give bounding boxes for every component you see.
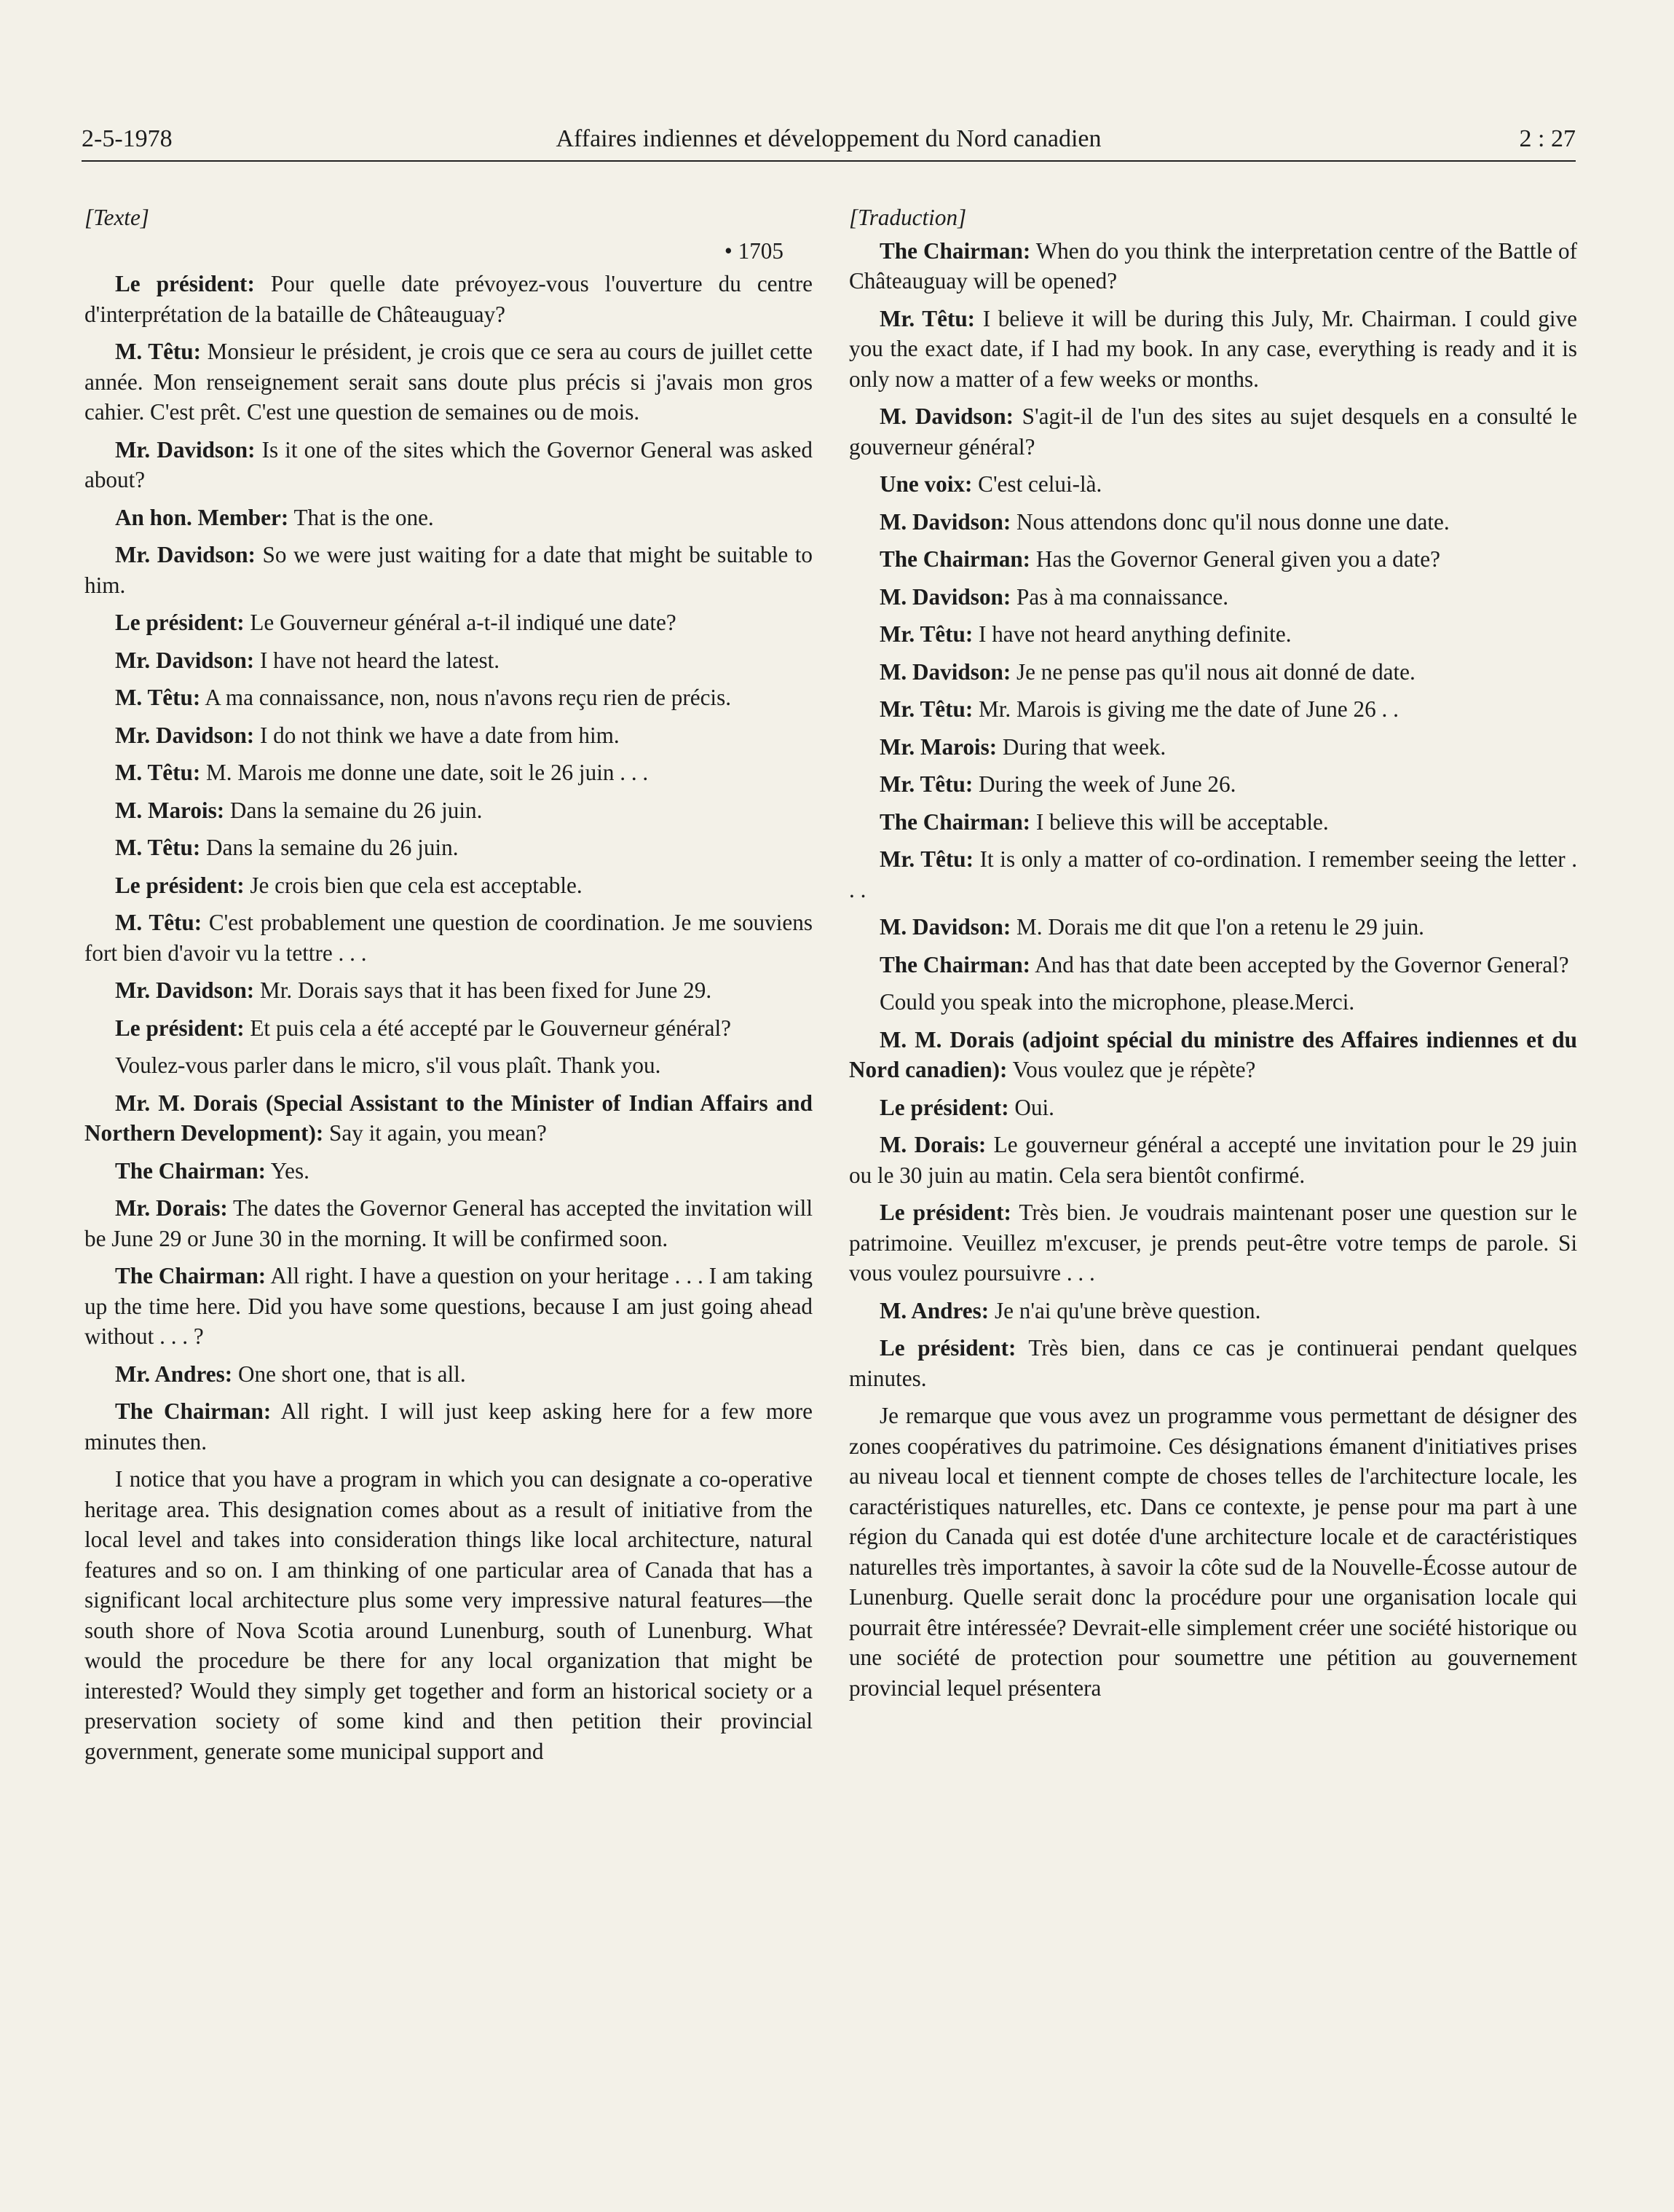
speaker-name: Mr. Davidson: [115,542,256,567]
paragraph-text: I have not heard the latest. [254,647,500,673]
speaker-name: M. Davidson: [880,658,1011,685]
speaker-name: Le président: [880,1094,1009,1120]
speaker-name: Mr. Davidson: [115,436,256,463]
speaker-name: Mr. Marois: [880,733,998,760]
transcript-paragraph [849,807,1577,838]
speaker-name: Le président: [880,1335,1016,1361]
time-marker: • 1705 [724,237,783,264]
transcript-paragraph [849,236,1577,296]
speaker-name: M. Têtu: [115,685,201,710]
transcript-paragraph [849,401,1577,462]
transcript-paragraph [849,1130,1577,1190]
paragraph-text: Yes. [266,1157,309,1184]
transcript-paragraph [849,769,1577,800]
transcript-paragraph [84,1359,813,1390]
speaker-name: Le président: [880,1200,1011,1225]
transcript-paragraph [849,1401,1577,1703]
paragraph-text: Say it again, you mean? [323,1120,547,1146]
transcript-paragraph [84,1156,813,1186]
transcript-paragraph [84,757,813,788]
speaker-name: Le président: [115,1015,245,1041]
speaker-name: The Chairman: [115,1263,267,1288]
header-title: Affaires indiennes et développement du Nord canadien [556,125,1102,152]
speaker-name: Mr. Davidson: [115,722,255,748]
speaker-name: M. Têtu: [115,339,202,364]
transcript-paragraph [849,619,1577,650]
speaker-name: M. Têtu: [115,910,202,935]
paragraph-text: Nous attendons donc qu'il nous donne une date. [1011,508,1450,535]
speaker-name: Le président: [115,610,245,635]
transcript-paragraph [849,987,1577,1018]
transcript-paragraph [84,682,813,713]
paragraph-text: M. Dorais me dit que l'on a retenu le 29 juin. [1011,914,1424,940]
paragraph-text: Dans la semaine du 26 juin. [200,835,459,860]
speaker-name: M. Davidson: [880,508,1011,535]
column-label: [Traduction] [849,205,967,230]
paragraph-text: Monsieur le président, je crois que ce sera au cours de juillet cette année. Mon renseignement serait sans doute plus précis si j'avais mon gros cahier. C'est prêt. C'est une question de semaines ou de mois. [84,339,813,425]
speaker-name: Mr. Andres: [115,1361,233,1387]
paragraph-text: Très bien. Je voudrais maintenant poser une question sur le patrimoine. Veuillez m'excuser, je prends peut-être votre temps de parole. Si vous voulez poursuivre . . . [849,1200,1577,1286]
paragraph-text: I have not heard anything definite. [973,621,1292,647]
transcript-paragraph [84,336,813,428]
speaker-name: M. Marois: [115,797,225,823]
transcript-paragraph [84,1464,813,1766]
transcript-paragraph [849,1093,1577,1123]
speaker-name: Mr. Têtu: [880,621,974,647]
transcript-paragraph [84,503,813,533]
transcript-paragraph [849,657,1577,688]
header-date: 2-5-1978 [82,125,173,152]
transcript-paragraph [849,694,1577,725]
transcript-paragraph [849,1025,1577,1085]
paragraph-text: Pas à ma connaissance. [1011,583,1228,610]
transcript-paragraph [84,795,813,826]
transcript-paragraph [849,507,1577,538]
left-column [84,202,813,1774]
paragraph-text: Has the Governor General given you a date? [1030,546,1440,572]
paragraph-text: And has that date been accepted by the Governor General? [1030,951,1569,977]
speaker-name: Le président: [115,271,255,296]
transcript-paragraph [84,435,813,495]
speaker-name: M. Dorais: [880,1132,987,1157]
paragraph-text: All right. I have a question on your heritage . . . I am taking up the time here. Did you have some questions, because I am just going ahead without . . . ? [84,1263,813,1349]
transcript-paragraph [84,975,813,1006]
paragraph-text: Je remarque que vous avez un programme vous permettant de désigner des zones coopératives du patrimoine. Ces désignations émanent d'initiatives prises au niveau local et tiennent compte de choses telles de l'architecture locale, les caractéristiques naturelles, etc. Dans ce contexte, je pense pour ma part à une région du Canada qui est dotée d'une architecture locale et de caractéristiques naturelles très importantes, à savoir la côte sud de la Nouvelle-Écosse autour de Lunenburg. Quelle serait donc la procédure pour une organisation locale qui pourrait être intéressée? Devrait-elle simplement créer une société historique ou une société de protection pour soumettre une pétition au gouvernement provincial lequel présentera [849,1403,1577,1701]
speaker-name: M. Davidson: [880,583,1011,610]
speaker-name: Mr. Davidson: [115,977,255,1003]
transcript-paragraph [84,833,813,863]
transcript-paragraph [849,544,1577,575]
paragraph-text: Could you speak into the microphone, please.Merci. [880,989,1355,1015]
transcript-paragraph [84,908,813,968]
paragraph-text: During the week of June 26. [973,771,1236,797]
speaker-name: Mr. Têtu: [880,696,974,722]
paragraph-text: M. Marois me donne une date, soit le 26 juin . . . [200,760,649,785]
speaker-name: Mr. Têtu: [880,846,974,872]
speaker-name: Mr. Têtu: [880,305,976,331]
transcript-paragraph [849,1197,1577,1288]
header-rule [82,160,1576,162]
speaker-name: Mr. Dorais: [115,1195,228,1221]
transcript-paragraph [849,844,1577,905]
transcript-paragraph [84,870,813,901]
paragraph-text: Je n'ai qu'une brève question. [989,1297,1261,1323]
transcript-paragraph [84,1193,813,1253]
paragraph-text: One short one, that is all. [232,1361,466,1387]
transcript-paragraph [849,582,1577,613]
paragraph-text: C'est celui-là. [972,471,1102,497]
paragraph-text: S'agit-il de l'un des sites au sujet desquels en a consulté le gouverneur général? [849,404,1577,460]
paragraph-text: Je ne pense pas qu'il nous ait donné de date. [1011,658,1416,685]
paragraph-text: Très bien, dans ce cas je continuerai pendant quelques minutes. [849,1335,1577,1391]
speaker-name: M. Davidson: [880,404,1014,429]
paragraph-text: Mr. Marois is giving me the date of June 26 . . [973,696,1399,722]
paragraph-text: Le Gouverneur général a-t-il indiqué une date? [244,610,676,635]
paragraph-text: Is it one of the sites which the Governor General was asked about? [84,436,813,492]
paragraph-text: So we were just waiting for a date that might be suitable to him. [84,542,813,598]
paragraph-text: That is the one. [288,504,434,530]
paragraph-text: Dans la semaine du 26 juin. [224,797,483,823]
speaker-name: Mr. M. Dorais (Special Assistant to the Minister of Indian Affairs and Northern Development): [84,1090,813,1146]
column-label: [Texte] [84,205,149,230]
paragraph-text: Le gouverneur général a accepté une invitation pour le 29 juin ou le 30 juin au matin. Cela sera bientôt confirmé. [849,1132,1577,1188]
speaker-name: The Chairman: [880,546,1031,572]
paragraph-text: Et puis cela a été accepté par le Gouverneur général? [244,1015,731,1041]
transcript-paragraph [849,1296,1577,1326]
speaker-name: The Chairman: [880,951,1031,977]
transcript-paragraph [849,1333,1577,1393]
speaker-name: The Chairman: [880,237,1031,264]
transcript-paragraph [84,1261,813,1352]
paragraph-text: Pour quelle date prévoyez-vous l'ouverture du centre d'interprétation de la bataille de Châteauguay? [84,271,813,327]
paragraph-text: I believe it will be during this July, Mr. Chairman. I could give you the exact date, if I had my book. In any case, everything is ready and it is only now a matter of a few weeks or months. [849,305,1577,392]
transcript-paragraph [84,1013,813,1044]
transcript-paragraph [84,607,813,638]
paragraph-text: I believe this will be acceptable. [1030,808,1329,835]
transcript-paragraph [849,304,1577,395]
paragraph-text: Je crois bien que cela est acceptable. [244,872,583,898]
running-header [82,122,1576,156]
paragraph-text: Oui. [1008,1094,1054,1120]
paragraph-text: C'est probablement une question de coordination. Je me souviens fort bien d'avoir vu la tettre . . . [84,910,813,966]
speaker-name: The Chairman: [115,1398,272,1424]
speaker-name: M. Davidson: [880,914,1011,940]
paragraph-text: Mr. Dorais says that it has been fixed for June 29. [254,977,712,1003]
transcript-paragraph [849,950,1577,980]
transcript-paragraph [849,912,1577,942]
right-column [849,202,1577,1710]
paragraph-text: I notice that you have a program in which you can designate a co-operative heritage area. This designation comes about as a result of initiative from the local level and takes into consideration things like local architecture, natural features and so on. I am thinking of one particular area of Canada that has a significant local architecture plus some very impressive natural features—the south shore of Nova Scotia around Lunenburg, south of Lunenburg. What would the procedure be there for any local organization that might be interested? Would they simply get together and form an historical society or a preservation society of some kind and then petition their provincial government, generate some municipal support and [84,1466,813,1764]
paragraph-text: During that week. [997,733,1166,760]
transcript-paragraph [84,540,813,600]
speaker-name: Mr. Davidson: [115,647,255,673]
speaker-name: M. Têtu: [115,760,201,785]
transcript-paragraph [849,469,1577,500]
paragraph-text: Voulez-vous parler dans le micro, s'il vous plaît. Thank you. [115,1052,661,1078]
transcript-paragraph [84,1396,813,1457]
speaker-name: Une voix: [880,471,973,497]
speaker-name: M. Têtu: [115,835,201,860]
speaker-name: M. M. Dorais (adjoint spécial du ministre des Affaires indiennes et du Nord canadien): [849,1026,1577,1082]
paragraph-text: All right. I will just keep asking here for a few more minutes then. [84,1398,813,1455]
transcript-paragraph [84,269,813,329]
page-number: 2 : 27 [1519,125,1576,152]
speaker-name: An hon. Member: [115,504,289,530]
transcript-paragraph [84,1088,813,1149]
speaker-name: The Chairman: [115,1157,267,1184]
speaker-name: M. Andres: [880,1297,990,1323]
paragraph-text: A ma connaissance, non, nous n'avons reçu rien de précis. [200,685,732,710]
transcript-paragraph [84,645,813,676]
paragraph-text: The dates the Governor General has accepted the invitation will be June 29 or June 30 in the morning. It will be confirmed soon. [84,1195,813,1251]
speaker-name: Le président: [115,872,245,898]
speaker-name: Mr. Têtu: [880,771,974,797]
paragraph-text: It is only a matter of co-ordination. I remember seeing the letter . . . [849,846,1577,902]
paragraph-text: Vous voulez que je répète? [1007,1057,1256,1082]
transcript-paragraph [84,720,813,751]
paragraph-text: When do you think the interpretation centre of the Battle of Châteauguay will be opened? [849,237,1578,294]
transcript-paragraph [84,1050,813,1081]
paragraph-text: I do not think we have a date from him. [254,722,620,748]
transcript-paragraph [849,732,1577,763]
speaker-name: The Chairman: [880,808,1031,835]
